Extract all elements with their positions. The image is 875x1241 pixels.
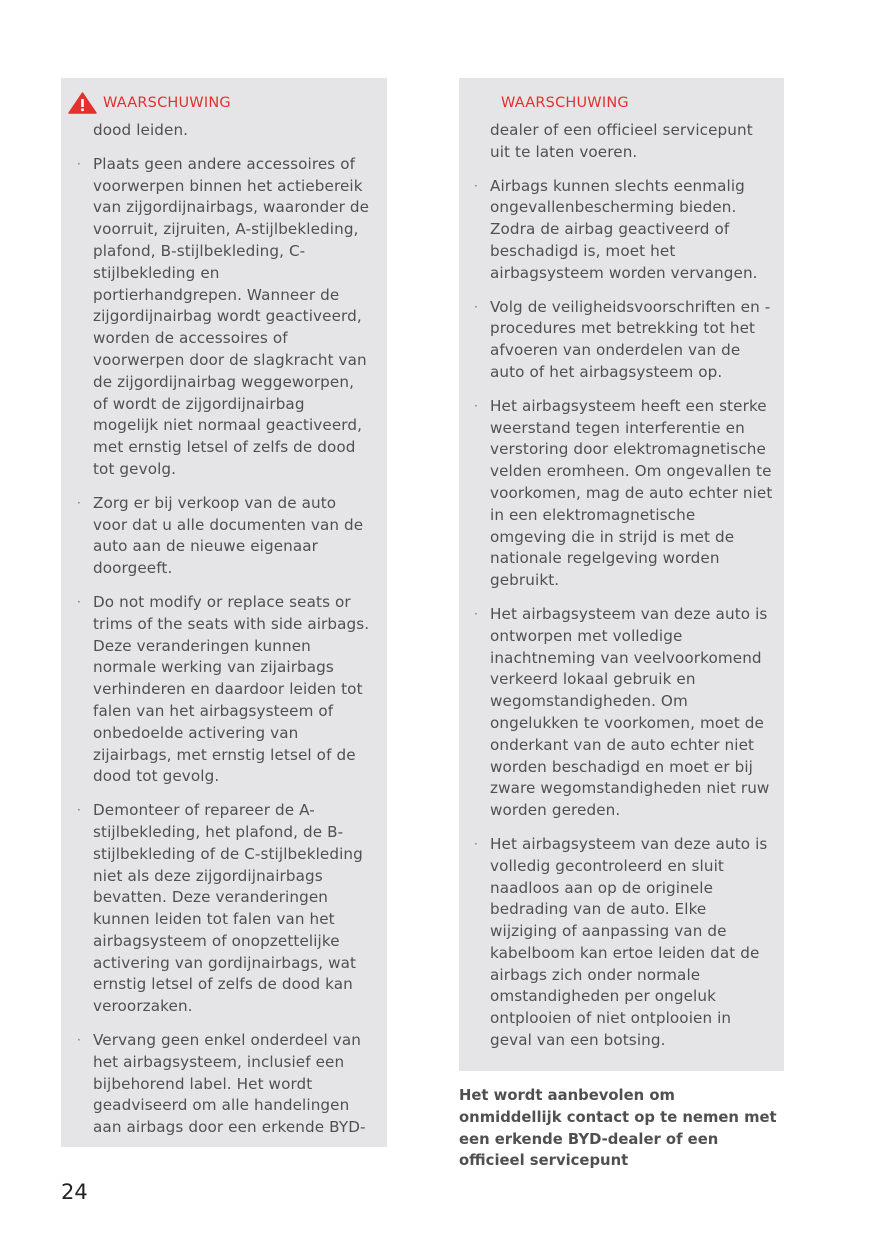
list-item: [77, 800, 373, 1018]
continuation-text: dealer of een officieel servicepunt uit te laten voeren.: [490, 121, 753, 161]
warning-title: WAARSCHUWING: [501, 95, 629, 111]
warning-list: [77, 154, 373, 1139]
warning-triangle-icon: [68, 92, 97, 114]
page-number: 24: [61, 1180, 88, 1204]
warning-box-left: [61, 78, 387, 1147]
bullet-mark: ·: [77, 156, 81, 171]
warning-title: WAARSCHUWING: [103, 95, 231, 111]
list-item-text: Airbags kunnen slechts eenmalig ongevallenbescherming bieden. Zodra de airbag geactiveerd of beschadigd is, moet het airbagsysteem worden vervangen.: [490, 176, 758, 282]
bullet-mark: ·: [474, 178, 478, 193]
list-item-text: Do not modify or replace seats or trims of the seats with side airbags. Deze veranderingen kunnen normale werking van zijairbags verhinderen en daardoor leiden tot falen van het airbagsysteem of onbedoelde activering van zijairbags, met ernstig letsel of de dood tot gevolg.: [93, 592, 370, 786]
list-item-text: Volg de veiligheidsvoorschriften en -procedures met betrekking tot het afvoeren van onderdelen van de auto of het airbagsysteem op.: [490, 297, 771, 381]
warning-list: [474, 176, 774, 1052]
list-item: [474, 834, 774, 1052]
list-item: [474, 604, 774, 822]
bullet-mark: ·: [77, 803, 81, 818]
bullet-mark: ·: [77, 594, 81, 609]
bullet-mark: ·: [474, 836, 478, 851]
list-item: [474, 176, 774, 285]
bullet-mark: ·: [474, 398, 478, 413]
bullet-mark: ·: [474, 299, 478, 314]
bullet-mark: ·: [77, 1033, 81, 1048]
recommendation-text: Het wordt aanbevolen om onmiddellijk contact op te nemen met een erkende BYD-dealer of een officieel servicepunt: [459, 1087, 777, 1170]
list-item-text: Het airbagsysteem heeft een sterke weerstand tegen interferentie en verstoring door elektromagnetische velden eromheen. Om ongevallen te voorkomen, mag de auto echter niet in een elektromagnetische omgeving die in strijd is met de nationale regelgeving worden gebruikt.: [490, 396, 773, 590]
list-item-text: Plaats geen andere accessoires of voorwerpen binnen het actiebereik van zijgordijnairbags, waaronder de voorruit, zijruiten, A-stijlbekleding, plafond, B-stijlbekleding, C-stijlbekleding en portierhandgrepen. Wanneer de zijgordijnairbag wordt geactiveerd, worden de accessoires of voorwerpen door de slagkracht van de zijgordijnairbag weggeworpen, of wordt de zijgordijnairbag mogelijk niet normaal geactiveerd, met ernstig letsel of zelfs de dood tot gevolg.: [93, 154, 370, 478]
list-item-text: Het airbagsysteem van deze auto is volledig gecontroleerd en sluit naadloos aan op de originele bedrading van de auto. Elke wijziging of aanpassing van de kabelboom kan ertoe leiden dat de airbags zich onder normale omstandigheden per ongeluk ontplooien of niet ontplooien in geval van een botsing.: [490, 834, 768, 1050]
bullet-mark: ·: [77, 495, 81, 510]
warning-box-right: [459, 78, 784, 1071]
bullet-mark: ·: [474, 606, 478, 621]
list-item: [474, 396, 774, 592]
warning-header: [501, 92, 774, 114]
list-item: [474, 297, 774, 384]
list-item: [77, 1030, 373, 1139]
list-item-text: Vervang geen enkel onderdeel van het airbagsysteem, inclusief een bijbehorend label. Het wordt geadviseerd om alle handelingen aan airbags door een erkende BYD-: [93, 1031, 366, 1137]
list-item-text: Het airbagsysteem van deze auto is ontworpen met volledige inachtneming van veelvoorkomend verkeerd lokaal gebruik en wegomstandigheden. Om ongelukken te voorkomen, moet de onderkant van de auto echter niet worden beschadigd en moet er bij zware wegomstandigheden niet ruw worden gereden.: [490, 604, 770, 820]
list-item-text: Zorg er bij verkoop van de auto voor dat u alle documenten van de auto aan de nieuwe eigenaar doorgeeft.: [93, 493, 364, 578]
list-item: [77, 592, 373, 788]
list-item-text: Demonteer of repareer de A-stijlbekleding, het plafond, de B-stijlbekleding of de C-stijlbekleding niet als deze zijgordijnairbags bevatten. Deze veranderingen kunnen leiden tot falen van het airbagsysteem of onopzettelijke activering van gordijnairbags, wat ernstig letsel of zelfs de dood kan veroorzaken.: [93, 801, 363, 1016]
list-item: [77, 493, 373, 580]
list-item: [77, 154, 373, 481]
continuation-text: dood leiden.: [93, 121, 189, 139]
warning-header: [68, 92, 373, 114]
